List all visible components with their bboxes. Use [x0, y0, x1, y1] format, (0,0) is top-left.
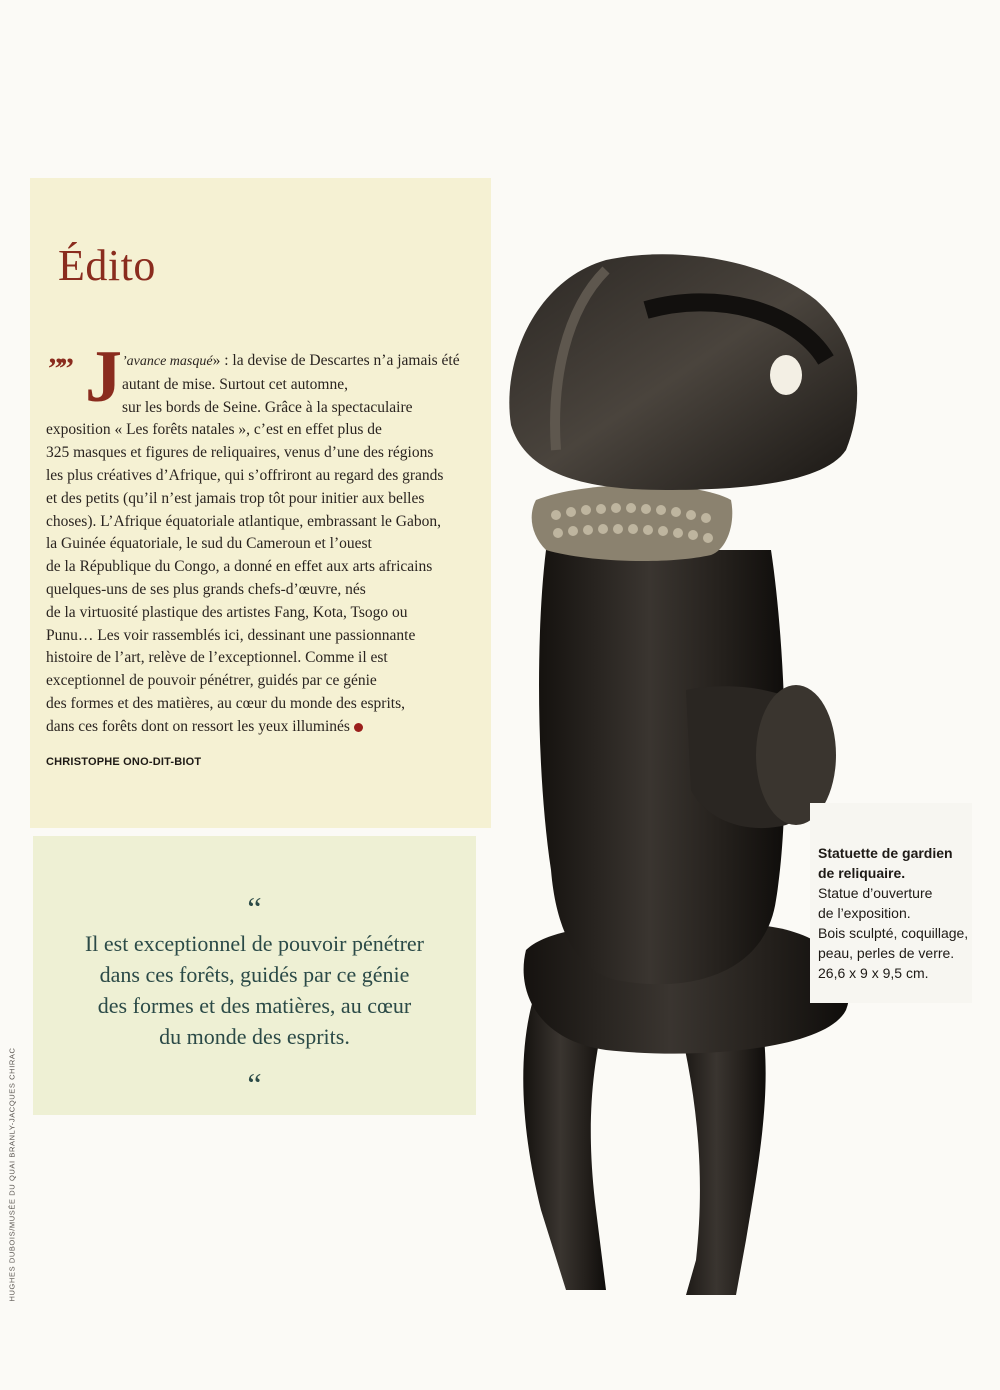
- lead-italic: ’avance masqué: [122, 354, 213, 369]
- body-line: histoire de l’art, relève de l’exceptionnel. Comme il est: [46, 649, 388, 667]
- open-quote-mark: ””: [48, 352, 70, 385]
- caption-line: peau, perles de verre.: [818, 945, 955, 961]
- pull-quote-text: [33, 928, 476, 1052]
- pull-quote-line: Il est exceptionnel de pouvoir pénétrer: [84, 931, 425, 956]
- caption-line: Statue d’ouverture: [818, 885, 933, 901]
- body-line: les plus créatives d’Afrique, qui s’offriront au regard des grands: [46, 466, 444, 484]
- edito-title: Édito: [58, 241, 156, 290]
- statuette-image: [496, 250, 886, 1310]
- caption-line: Bois sculpté, coquillage,: [818, 925, 969, 941]
- photo-credit: HUGHES DUBOIS/MUSÉE DU QUAI BRANLY-JACQUES CHIRAC: [7, 1047, 17, 1302]
- pull-quote-line: des formes et des matières, au cœur: [97, 993, 412, 1018]
- caption-line: de l’exposition.: [818, 905, 911, 921]
- body-line: choses). L’Afrique équatoriale atlantique, embrassant le Gabon,: [46, 512, 441, 530]
- edito-box: [30, 178, 491, 828]
- quote-close-mark: “: [247, 1066, 262, 1102]
- pull-quote-box: [33, 836, 476, 1115]
- body-line: dans ces forêts dont on ressort les yeux illuminés: [46, 716, 486, 739]
- author-signature: CHRISTOPHE ONO-DIT-BIOT: [46, 756, 202, 768]
- caption-title-line: Statuette de gardien: [818, 845, 953, 861]
- body-line: exposition « Les forêts natales », c’est en effet plus de: [46, 421, 382, 439]
- body-line: ’avance masqué» : la devise de Descartes n’a jamais été: [122, 352, 460, 369]
- body-line: de la République du Congo, a donné en effet aux arts africains: [46, 558, 433, 576]
- body-line: exceptionnel de pouvoir pénétrer, guidés par ce génie: [46, 672, 377, 690]
- quote-open-mark: “: [247, 890, 262, 926]
- pull-quote-line: du monde des esprits.: [159, 1024, 350, 1049]
- statuette-photo: [496, 250, 886, 1310]
- photo-caption: [810, 803, 972, 1003]
- drop-cap: J: [85, 336, 122, 418]
- end-mark-icon: [354, 723, 363, 732]
- body-line: et des petits (qu’il n’est jamais trop tôt pour initier aux belles: [46, 489, 425, 507]
- edito-body: [46, 350, 486, 739]
- body-line: Punu… Les voir rassemblés ici, dessinant une passionnante: [46, 626, 416, 644]
- body-line: 325 masques et figures de reliquaires, venus d’une des régions: [46, 444, 434, 462]
- body-line: autant de mise. Surtout cet automne,: [122, 375, 348, 393]
- body-line: des formes et des matières, au cœur du monde des esprits,: [46, 694, 405, 712]
- body-line: la Guinée équatoriale, le sud du Cameroun et l’ouest: [46, 535, 372, 553]
- body-line: de la virtuosité plastique des artistes Fang, Kota, Tsogo ou: [46, 603, 408, 621]
- pull-quote-line: dans ces forêts, guidés par ce génie: [99, 962, 410, 987]
- caption-line: 26,6 x 9 x 9,5 cm.: [818, 965, 929, 981]
- body-line: quelques-uns de ses plus grands chefs-d’œuvre, nés: [46, 580, 366, 598]
- body-line: sur les bords de Seine. Grâce à la spectaculaire: [122, 398, 413, 416]
- caption-title-line: de reliquaire.: [818, 865, 906, 881]
